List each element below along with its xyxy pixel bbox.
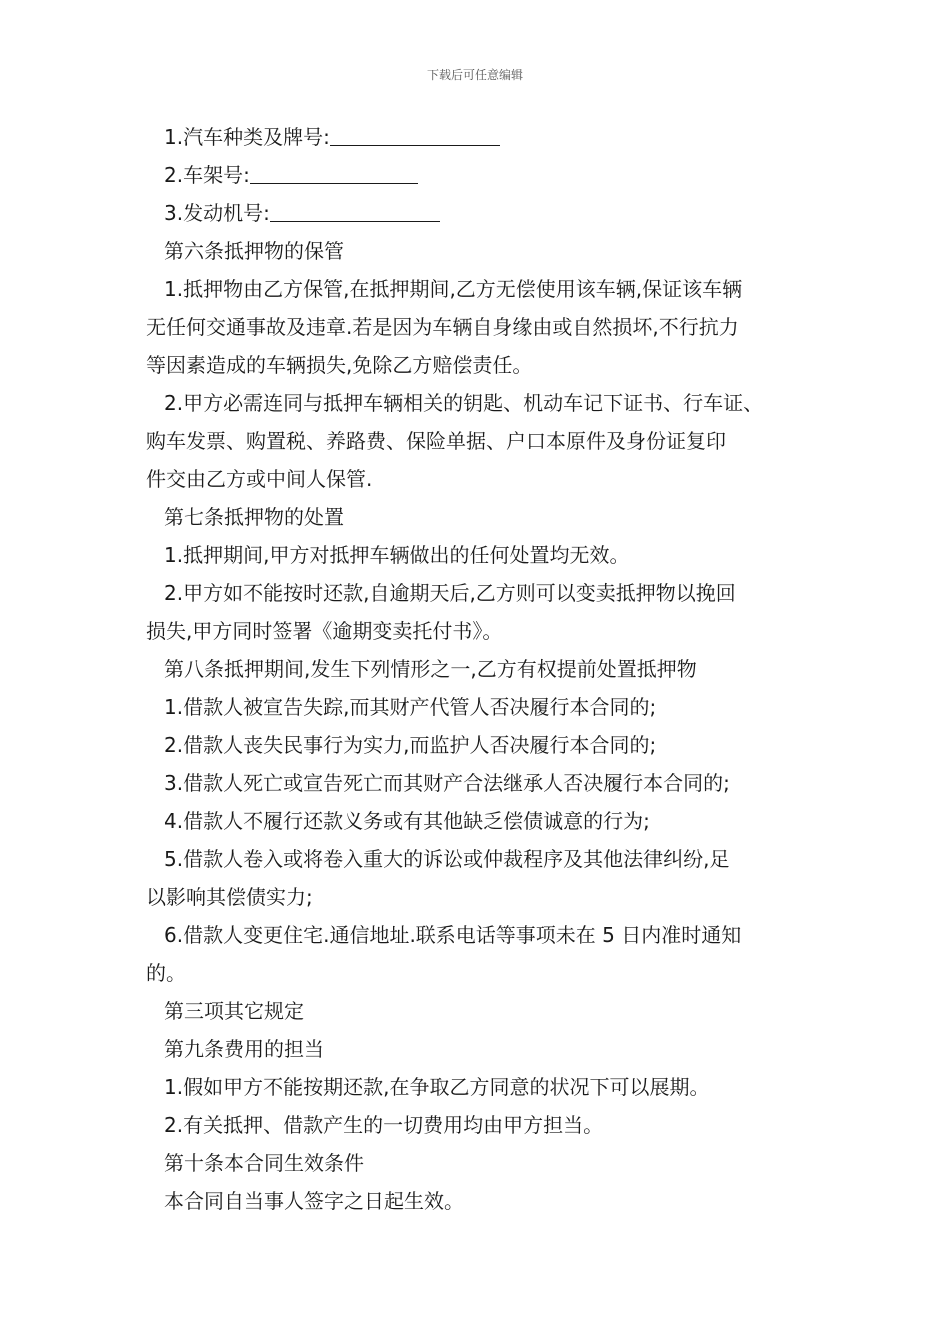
vehicle-type-plate-blank[interactable] [330, 123, 500, 146]
vehicle-frame-row [146, 156, 826, 194]
article8-item5-line: 5.借款人卷入或将卷入重大的诉讼或仲裁程序及其他法律纠纷,足 [164, 847, 730, 871]
article8-heading: 第八条抵押期间,发生下列情形之一,乙方有权提前处置抵押物 [164, 657, 697, 681]
vehicle-type-plate-label: 1.汽车种类及牌号: [164, 125, 330, 149]
article10-heading: 第十条本合同生效条件 [164, 1151, 364, 1175]
article6-item2-line: 购车发票、购置税、养路费、保险单据、户口本原件及身份证复印 [146, 429, 726, 453]
article7-item1: 1.抵押期间,甲方对抵押车辆做出的任何处置均无效。 [164, 543, 630, 567]
article8-item5-line: 以影响其偿债实力; [146, 885, 313, 909]
article7-item2-line: 损失,甲方同时签署《逾期变卖托付书》。 [146, 619, 503, 643]
article9-heading: 第九条费用的担当 [164, 1037, 324, 1061]
article7-heading: 第七条抵押物的处置 [164, 505, 344, 529]
article7-item2-line: 2.甲方如不能按时还款,自逾期天后,乙方则可以变卖抵押物以挽回 [164, 581, 736, 605]
article6-heading: 第六条抵押物的保管 [164, 239, 344, 263]
vehicle-type-plate-row [146, 118, 826, 156]
article8-item4: 4.借款人不履行还款义务或有其他缺乏偿债诚意的行为; [164, 809, 650, 833]
article9-item2: 2.有关抵押、借款产生的一切费用均由甲方担当。 [164, 1113, 604, 1137]
article6-item1-line: 1.抵押物由乙方保管,在抵押期间,乙方无偿使用该车辆,保证该车辆 [164, 277, 743, 301]
article6-item1 [146, 270, 826, 384]
vehicle-engine-row [146, 194, 826, 232]
article8-item1: 1.借款人被宣告失踪,而其财产代管人否决履行本合同的; [164, 695, 657, 719]
vehicle-frame-label: 2.车架号: [164, 163, 250, 187]
article10-body: 本合同自当事人签字之日起生效。 [164, 1189, 464, 1213]
article8-item3: 3.借款人死亡或宣告死亡而其财产合法继承人否决履行本合同的; [164, 771, 730, 795]
article6-item2 [146, 384, 826, 498]
page-header: 下载后可任意编辑 [426, 68, 523, 82]
article6-item2-line: 2.甲方必需连同与抵押车辆相关的钥匙、机动车记下证书、行车证、 [164, 391, 764, 415]
article8-item6 [146, 916, 826, 992]
part3-heading: 第三项其它规定 [164, 999, 304, 1023]
article9-item1: 1.假如甲方不能按期还款,在争取乙方同意的状况下可以展期。 [164, 1075, 710, 1099]
article8-item6-line: 的。 [146, 961, 186, 985]
article6-item2-line: 件交由乙方或中间人保管. [146, 467, 373, 491]
article6-item1-line: 无任何交通事故及违章.若是因为车辆自身缘由或自然损坏,不行抗力 [146, 315, 739, 339]
article8-item6-line: 6.借款人变更住宅.通信地址.联系电话等事项未在 5 日内准时通知 [164, 923, 742, 947]
vehicle-engine-blank[interactable] [270, 199, 440, 222]
vehicle-engine-label: 3.发动机号: [164, 201, 270, 225]
article8-item5 [146, 840, 826, 916]
article6-item1-line: 等因素造成的车辆损失,免除乙方赔偿责任。 [146, 353, 533, 377]
vehicle-frame-blank[interactable] [250, 161, 418, 184]
article8-item2: 2.借款人丧失民事行为实力,而监护人否决履行本合同的; [164, 733, 657, 757]
article7-item2 [146, 574, 826, 650]
document-body [146, 118, 826, 1220]
